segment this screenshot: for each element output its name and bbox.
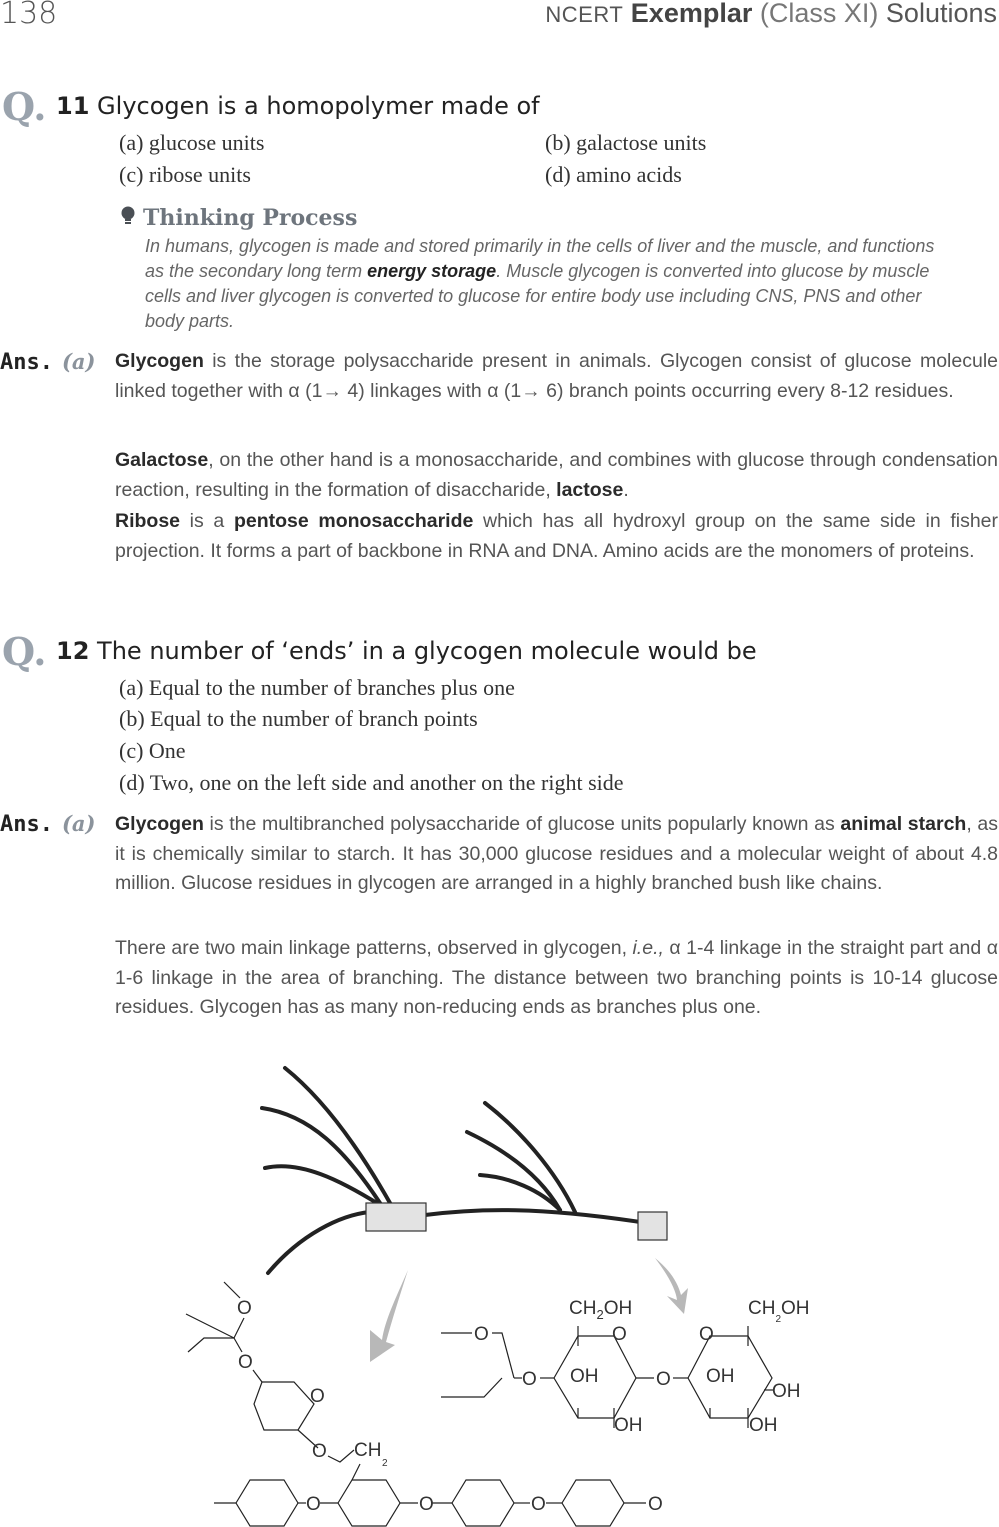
oh-text: OH xyxy=(603,1298,633,1319)
page-number: 138 xyxy=(0,0,58,31)
thinking-text-bold: energy storage xyxy=(367,261,497,281)
chemical-bonds xyxy=(186,1282,774,1526)
oxygen-label: O xyxy=(312,1441,327,1462)
oxygen-label: O xyxy=(699,1324,714,1345)
ch-text: CH xyxy=(569,1298,597,1319)
branch-point-box xyxy=(366,1203,426,1231)
ch2-subscript: 2 xyxy=(775,1314,782,1325)
oxygen-label: O xyxy=(310,1386,325,1407)
hydroxyl-label: OH xyxy=(749,1415,778,1436)
book-title-exemplar: Exemplar xyxy=(630,0,753,28)
oxygen-label: O xyxy=(238,1352,253,1373)
question-number: 11 xyxy=(56,92,90,120)
q12-p2-ie: i.e., xyxy=(632,937,664,959)
q12-p1-text2: , as it is chemically similar to starch. It has 30,000 glucose residues and a molecular weight of about 4.8 million. Glucose residues in glycogen are arranged in a highly branched bush like chains. xyxy=(115,813,998,894)
ch2-subscript: 2 xyxy=(596,1307,604,1322)
arrow-right-icon xyxy=(655,1258,688,1314)
oxygen-label: O xyxy=(237,1298,252,1319)
oxygen-label: O xyxy=(419,1494,434,1515)
term-pentose: pentose monosaccharide xyxy=(233,510,474,532)
q11-option-c: (c) ribose units xyxy=(119,162,251,187)
question-mark-q12: Q. xyxy=(2,629,47,674)
q11-option-a: (a) glucose units xyxy=(119,130,265,155)
answer-label-q11: Ans. xyxy=(0,350,53,375)
q12-option-b: (b) Equal to the number of branch points xyxy=(119,706,478,731)
oh-text: OH xyxy=(781,1298,810,1319)
answer-option-q12: (a) xyxy=(62,811,96,836)
chemical-labels xyxy=(237,1298,810,1515)
answer-option-q11: (a) xyxy=(62,349,96,374)
term-ribose: Ribose xyxy=(115,510,181,532)
ch2-label: CH xyxy=(354,1440,382,1461)
oxygen-label: O xyxy=(648,1494,663,1515)
book-title-solutions: Solutions xyxy=(885,0,997,28)
arrow-icons xyxy=(370,1258,688,1362)
ch2oh-label xyxy=(569,1298,632,1322)
thinking-text-2: . Muscle glycogen is converted into glucose by muscle cells and liver glycogen is converted to glucose for entire body use including CNS, PNS and other body parts. xyxy=(145,261,930,331)
hydroxyl-label: OH xyxy=(772,1381,801,1402)
end-box xyxy=(638,1212,667,1240)
thinking-text-1: In humans, glycogen is made and stored primarily in the cells of liver and the muscle, and functions as the secondary long term xyxy=(145,236,935,281)
q12-option-a: (a) Equal to the number of branches plus one xyxy=(119,675,515,700)
thinking-process-title: Thinking Process xyxy=(143,205,358,231)
question-mark-q11: Q. xyxy=(2,84,47,129)
q11-p2-end: . xyxy=(623,478,629,501)
hydroxyl-label: OH xyxy=(706,1366,735,1387)
question-text: Glycogen is a homopolymer made of xyxy=(97,92,540,120)
term-glycogen: Glycogen xyxy=(115,350,204,372)
term-galactose: Galactose xyxy=(115,449,209,471)
q12-option-d: (d) Two, one on the left side and another on the right side xyxy=(119,770,624,795)
oxygen-label: O xyxy=(531,1494,546,1515)
q11-p1-text: is the storage polysaccharide present in animals. Glycogen consist of glucose molecule linked together with α (1→ 4) linkages with α (1→ 6) branch points occurring every 8-12 residues. xyxy=(115,350,998,402)
oxygen-label: O xyxy=(306,1494,321,1515)
term-animal-starch: animal starch xyxy=(840,813,967,835)
question-text: The number of ‘ends’ in a glycogen molecule would be xyxy=(97,637,757,665)
book-title-class: (Class XI) xyxy=(759,0,879,28)
q12-p2-text2: α 1-4 linkage in the straight part and α 1-6 linkage in the area of branching. The distance between two branching points is 10-14 glucose residues. Glycogen has as many non-reducing ends as branches plus one. xyxy=(115,937,998,1018)
q11-option-d: (d) amino acids xyxy=(545,162,682,187)
branch-tree xyxy=(262,1068,640,1273)
book-title-ncert: NCERT xyxy=(545,2,624,27)
hydroxyl-label: OH xyxy=(570,1366,599,1387)
arrow-left-icon xyxy=(370,1270,408,1362)
question-number: 12 xyxy=(56,637,90,665)
q11-p3-mid: is a xyxy=(180,510,234,532)
q12-p1-text: is the multibranched polysaccharide of glucose units popularly known as xyxy=(203,813,841,835)
ch2oh-label xyxy=(748,1298,810,1325)
q11-p2-text: , on the other hand is a monosaccharide, and combines with glucose through condensation reaction, resulting in the formation of disaccharide, xyxy=(115,449,998,501)
oxygen-label: O xyxy=(656,1369,671,1390)
q11-p3-text: which has all hydroxyl group on the same side in fisher projection. It forms a part of backbone in RNA and DNA. Amino acids are the monomers of proteins. xyxy=(115,510,999,562)
term-glycogen: Glycogen xyxy=(115,813,204,835)
ch2-subscript: 2 xyxy=(382,1458,388,1469)
q12-option-c: (c) One xyxy=(119,738,186,763)
oxygen-label: O xyxy=(522,1369,537,1390)
term-lactose: lactose xyxy=(556,478,624,501)
hydroxyl-label: OH xyxy=(614,1415,643,1436)
oxygen-label: O xyxy=(474,1324,489,1345)
q12-p2-text: There are two main linkage patterns, observed in glycogen, xyxy=(115,937,633,959)
q11-option-b: (b) galactose units xyxy=(545,130,707,155)
answer-label-q12: Ans. xyxy=(0,812,53,837)
ch-text: CH xyxy=(748,1298,776,1319)
oxygen-label: O xyxy=(612,1324,627,1345)
